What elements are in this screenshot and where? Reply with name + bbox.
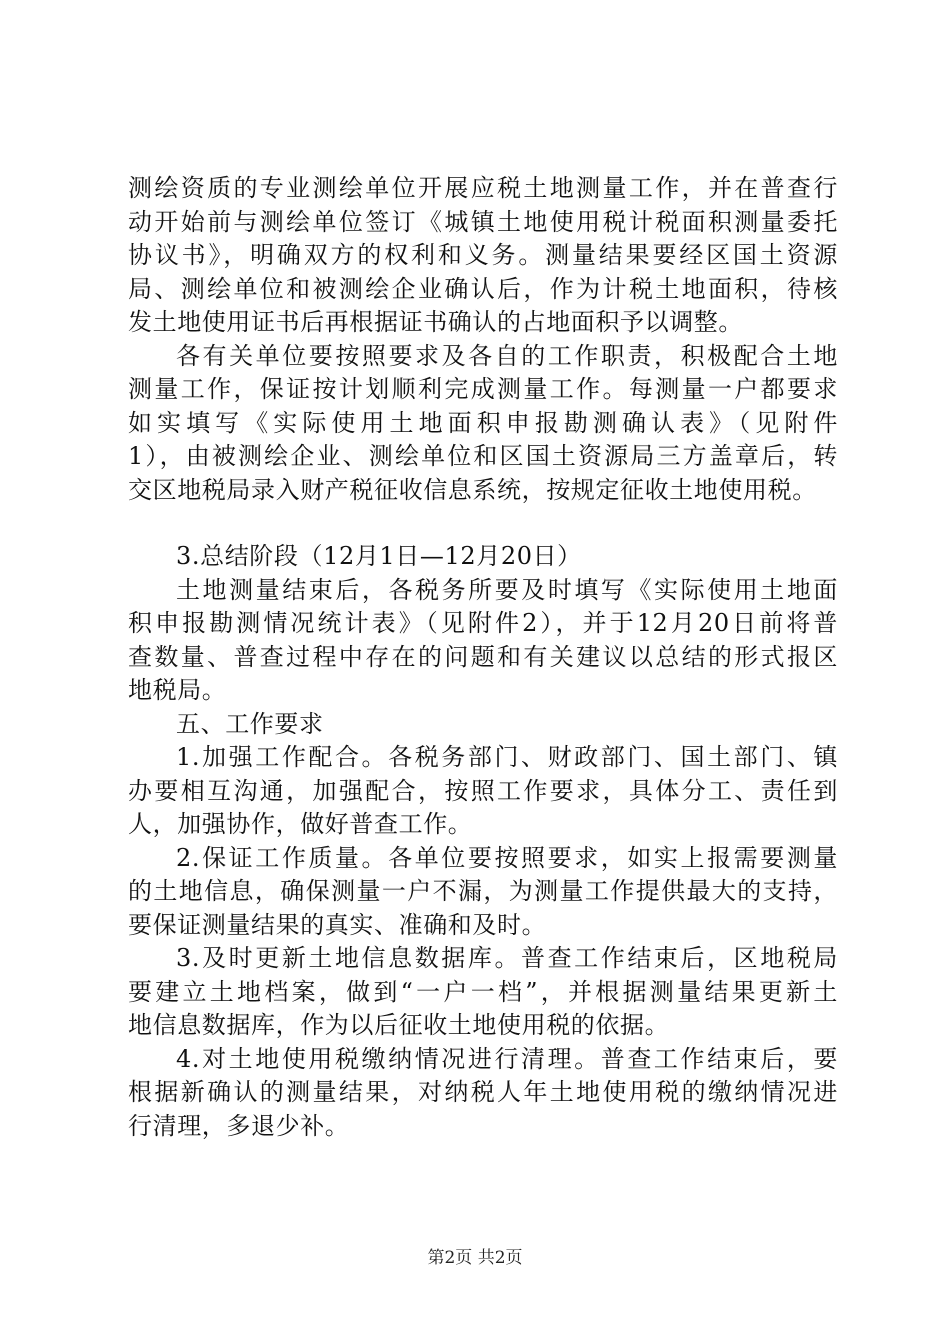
text-line: 交区地税局录入财产税征收信息系统，按规定征收土地使用税。 [128,475,817,504]
text-line: 办要相互沟通，加强配合，按照工作要求，具体分工、责任到 [128,776,838,805]
text-line: 各有关单位要按照要求及各自的工作职责，积极配合土地 [176,341,838,370]
paragraph [128,574,838,708]
text-line: 3.及时更新土地信息数据库。普查工作结束后，区地税局 [176,944,838,972]
text-line: 人，加强协作，做好普查工作。 [128,810,473,838]
text-line: 动开始前与测绘单位签订《城镇土地使用税计税面积测量委托 [128,207,838,236]
paragraph [128,540,838,574]
text-line: 如实填写《实际使用土地面积申报勘测确认表》（见附件 [128,408,838,437]
paragraph [128,741,838,842]
paragraph-spacer [128,507,838,540]
text-line: 4.对土地使用税缴纳情况进行清理。普查工作结束后，要 [176,1044,838,1073]
text-line: 测量工作，保证按计划顺利完成测量工作。每测量一户都要求 [128,375,838,403]
text-line: 行清理，多退少补。 [128,1111,350,1140]
paragraph [128,172,838,340]
text-line: 五、工作要求 [176,709,324,738]
text-line: 1.加强工作配合。各税务部门、财政部门、国土部门、镇 [176,743,838,771]
text-line: 查数量、普查过程中存在的问题和有关建议以总结的形式报区 [128,642,838,671]
text-line: 3.总结阶段（12月1日—12月20日） [176,542,582,570]
paragraph [128,942,838,1043]
paragraph [128,1043,838,1144]
text-line: 测绘资质的专业测绘单位开展应税土地测量工作，并在普查行 [128,174,838,202]
text-line: 的土地信息，确保测量一户不漏，为测量工作提供最大的支持， [128,877,838,905]
text-line: 要保证测量结果的真实、准确和及时。 [128,910,547,939]
paragraph [128,842,838,943]
text-line: 积申报勘测情况统计表》（见附件2），并于12月20日前将普 [128,609,838,637]
text-line: 局、测绘单位和被测绘企业确认后，作为计税土地面积，待核 [128,274,838,303]
text-line: 要建立土地档案，做到“一户一档”，并根据测量结果更新土 [128,977,838,1006]
text-line: 2.保证工作质量。各单位要按照要求，如实上报需要测量 [176,843,838,872]
text-line: 协议书》，明确双方的权利和义务。测量结果要经区国土资源 [128,241,838,269]
paragraph [128,708,838,742]
page-footer: 第2页 共2页 [427,1248,523,1268]
document-body [128,172,838,1143]
paragraph [128,340,838,508]
text-line: 地税局。 [128,676,227,704]
text-line: 土地测量结束后，各税务所要及时填写《实际使用土地面 [176,575,838,604]
text-line: 地信息数据库，作为以后征收土地使用税的依据。 [128,1011,670,1039]
text-line: 发土地使用证书后再根据证书确认的占地面积予以调整。 [128,308,743,336]
text-line: 1），由被测绘企业、测绘单位和区国土资源局三方盖章后，转 [128,442,838,470]
text-line: 根据新确认的测量结果，对纳税人年土地使用税的缴纳情况进 [128,1078,838,1106]
